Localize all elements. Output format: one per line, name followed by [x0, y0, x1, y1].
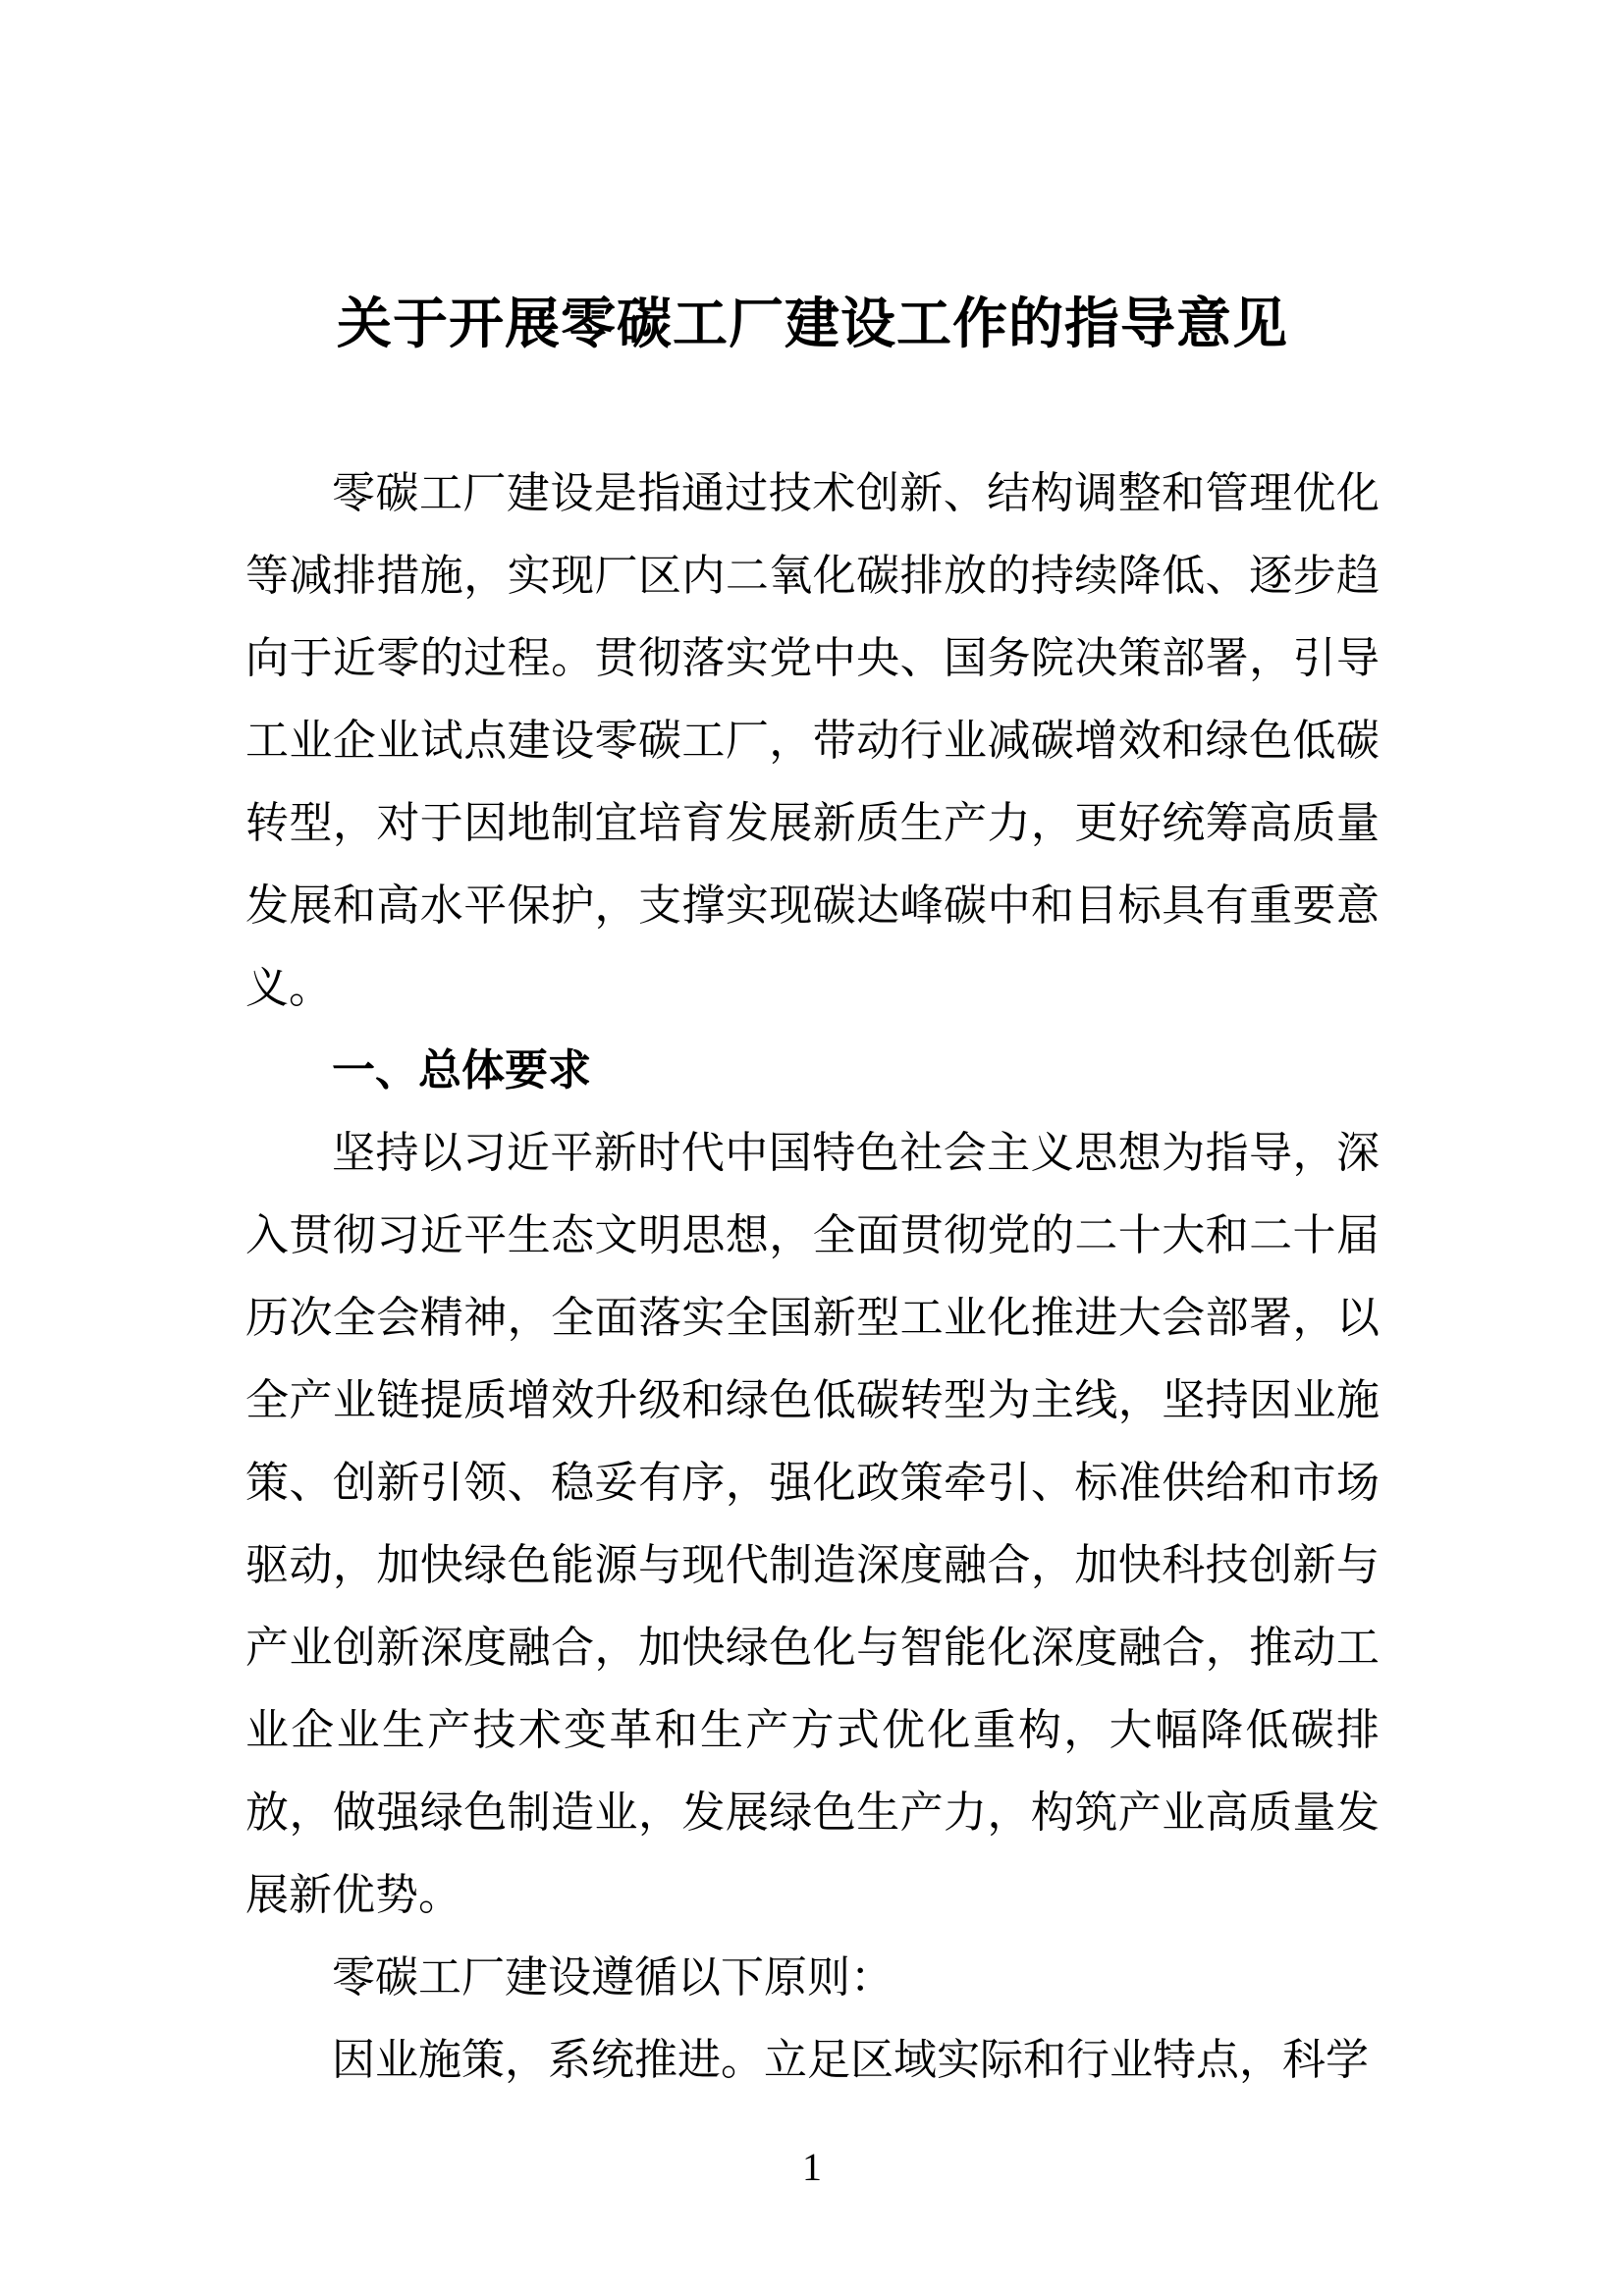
- document-title: 关于开展零碳工厂建设工作的指导意见: [337, 294, 1288, 355]
- paragraph-intro: 零碳工厂建设是指通过技术创新、结构调整和管理优化等减排措施，实现厂区内二氧化碳排放的持续降低、逐步趋向于近零的过程。贯彻落实党中央、国务院决策部署，引导工业企业试点建设零碳工厂，带动行业减碳增效和绿色低碳转型，对于因地制宜培育发展新质生产力，更好统筹高质量发展和高水平保护，支撑实现碳达峰碳中和目标具有重要意义。: [245, 469, 1380, 1012]
- paragraph-principle-1-truncated: 因业施策，系统推进。立足区域实际和行业特点，科学: [332, 2036, 1369, 2084]
- paragraph-principles-lead-in: 零碳工厂建设遵循以下原则：: [332, 1953, 893, 2002]
- section-heading-overall-requirements: 一、总体要求: [332, 1046, 591, 1095]
- page-footer: [0, 2146, 1624, 2189]
- paragraph-guiding-ideology: 坚持以习近平新时代中国特色社会主义思想为指导，深入贯彻习近平生态文明思想，全面贯彻党的二十大和二十届历次全会精神，全面落实全国新型工业化推进大会部署，以全产业链提质增效升级和绿色低碳转型为主线，坚持因业施策、创新引领、稳妥有序，强化政策牵引、标准供给和市场驱动，加快绿色能源与现代制造深度融合，加快科技创新与产业创新深度融合，加快绿色化与智能化深度融合，推动工业企业生产技术变革和生产方式优化重构，大幅降低碳排放，做强绿色制造业，发展绿色生产力，构筑产业高质量发展新优势。: [245, 1129, 1380, 1919]
- page-number: 1: [802, 2145, 822, 2189]
